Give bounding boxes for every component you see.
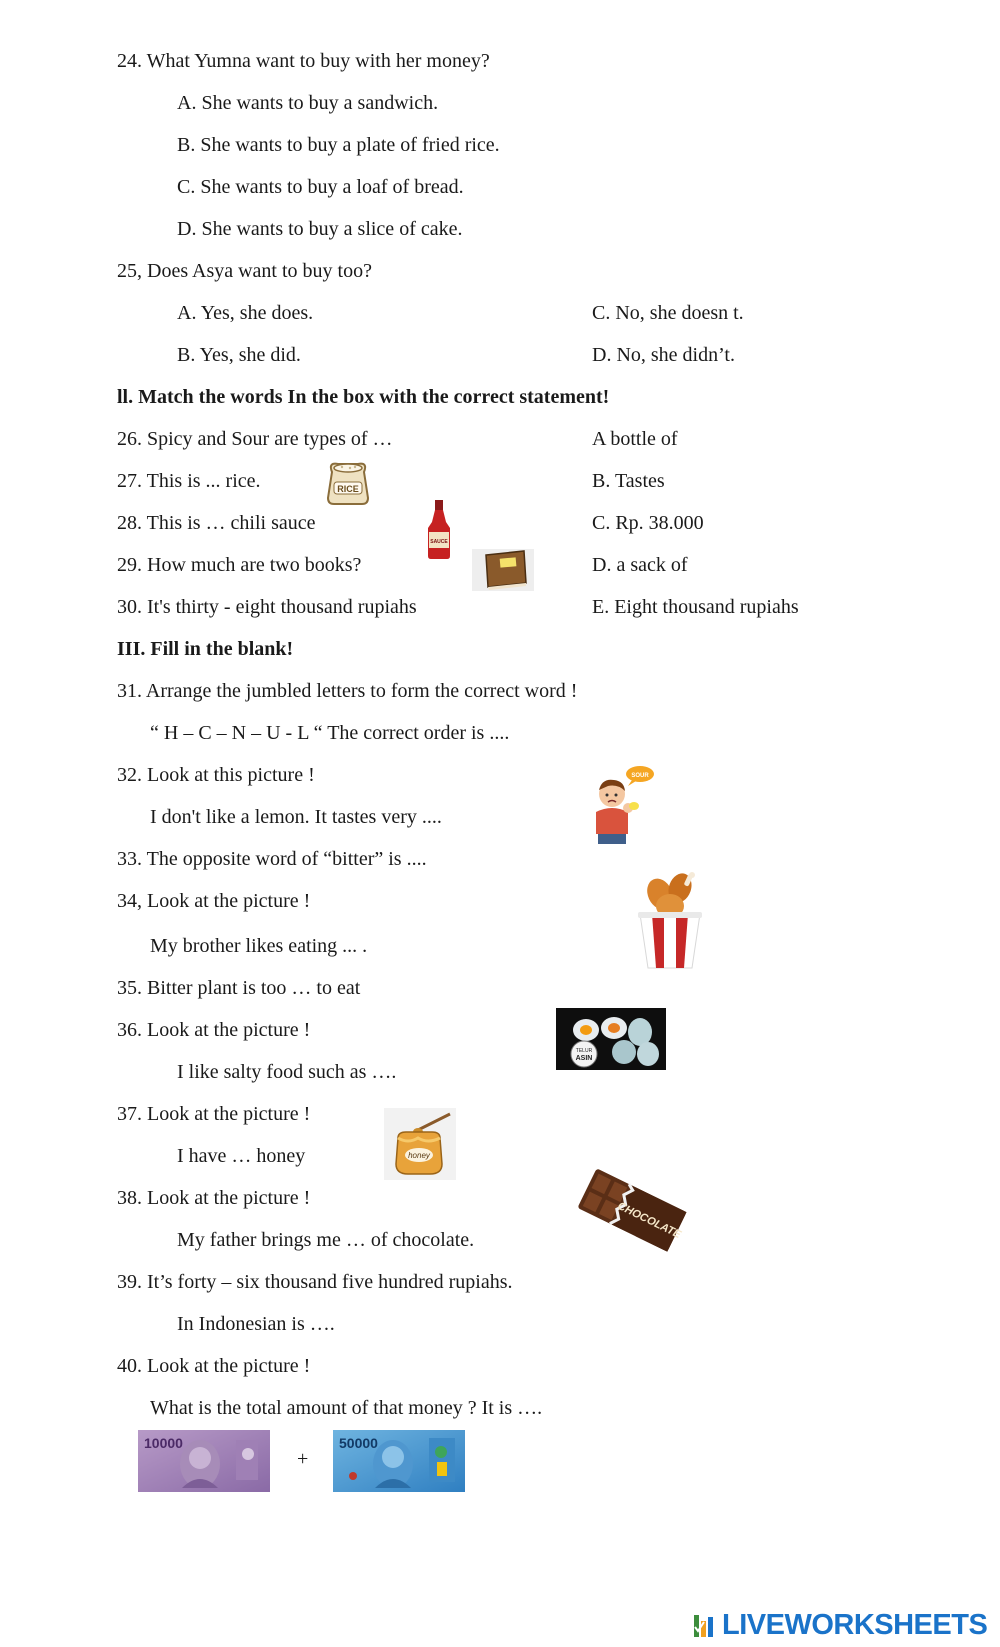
banknote-10000-value: 10000	[144, 1435, 183, 1451]
q25-option-c: C. No, she doesn t.	[592, 302, 744, 324]
banknote-50000-icon	[333, 1430, 465, 1492]
q24-option-b: B. She wants to buy a plate of fried rice.	[177, 134, 500, 156]
match-item-27: 27. This is ... rice.	[117, 470, 261, 492]
q36-sentence: I like salty food such as ….	[177, 1061, 397, 1083]
q24-option-a: A. She wants to buy a sandwich.	[177, 92, 439, 114]
fried-chicken-bucket-icon	[634, 872, 706, 970]
q25-question: 25, Does Asya want to buy too?	[117, 260, 372, 282]
liveworksheets-logo-icon	[694, 1613, 718, 1639]
honey-jar-icon	[384, 1108, 456, 1180]
q32-sentence: I don't like a lemon. It tastes very ....	[150, 806, 442, 828]
salted-eggs-icon	[556, 1008, 666, 1070]
q25-option-b: B. Yes, she did.	[177, 344, 301, 366]
q36-question: 36. Look at the picture !	[117, 1019, 311, 1041]
speech-bubble-label: SOUR	[631, 773, 649, 779]
rice-sack-icon	[322, 458, 374, 506]
plus-sign: +	[297, 1448, 309, 1470]
match-item-30: 30. It's thirty - eight thousand rupiahs	[117, 596, 417, 618]
book-icon	[472, 549, 534, 591]
q24-option-d: D. She wants to buy a slice of cake.	[177, 218, 463, 240]
match-option-b: B. Tastes	[592, 470, 665, 492]
chili-sauce-label: SAUCE	[430, 539, 448, 545]
match-option-d: D. a sack of	[592, 554, 688, 576]
q34-sentence: My brother likes eating ... .	[150, 935, 368, 957]
q35-question: 35. Bitter plant is too … to eat	[117, 977, 361, 999]
q25-option-d: D. No, she didn’t.	[592, 344, 735, 366]
section3-heading: III. Fill in the blank!	[117, 638, 294, 660]
match-option-c: C. Rp. 38.000	[592, 512, 704, 534]
q31-question: 31. Arrange the jumbled letters to form the correct word !	[117, 680, 578, 702]
salted-eggs-label-1: TELUR	[575, 1048, 593, 1054]
q37-question: 37. Look at the picture !	[117, 1103, 311, 1125]
match-item-28: 28. This is … chili sauce	[117, 512, 316, 534]
q34-question: 34, Look at the picture !	[117, 890, 311, 912]
q39-sentence: In Indonesian is ….	[177, 1313, 335, 1335]
liveworksheets-logo-text[interactable]: LIVEWORKSHEETS	[722, 1609, 988, 1641]
q40-sentence: What is the total amount of that money ? It is ….	[150, 1397, 543, 1419]
chocolate-bar-label: CHOCOLATE	[615, 1200, 683, 1242]
section2-heading: ll. Match the words In the box with the correct statement!	[117, 386, 610, 408]
honey-jar-label: honey	[408, 1151, 430, 1160]
q25-option-a: A. Yes, she does.	[177, 302, 314, 324]
q40-question: 40. Look at the picture !	[117, 1355, 311, 1377]
chili-sauce-bottle-icon	[424, 498, 454, 560]
match-item-29: 29. How much are two books?	[117, 554, 362, 576]
match-item-26: 26. Spicy and Sour are types of …	[117, 428, 393, 450]
q24-option-c: C. She wants to buy a loaf of bread.	[177, 176, 464, 198]
q24-question: 24. What Yumna want to buy with her money?	[117, 50, 490, 72]
q33-question: 33. The opposite word of “bitter” is ....	[117, 848, 427, 870]
match-option-a: A bottle of	[592, 428, 678, 450]
banknote-10000-icon	[138, 1430, 270, 1492]
salted-eggs-label-2: ASIN	[575, 1055, 593, 1062]
q37-sentence: I have … honey	[177, 1145, 306, 1167]
q31-jumbled-letters: “ H – C – N – U - L “ The correct order is ....	[150, 722, 510, 744]
match-option-e: E. Eight thousand rupiahs	[592, 596, 799, 618]
boy-eating-lemon-icon	[588, 764, 656, 846]
q38-question: 38. Look at the picture !	[117, 1187, 311, 1209]
q39-question: 39. It’s forty – six thousand five hundred rupiahs.	[117, 1271, 513, 1293]
q32-question: 32. Look at this picture !	[117, 764, 315, 786]
rice-sack-label: RICE	[337, 484, 359, 494]
banknote-50000-value: 50000	[339, 1435, 378, 1451]
chocolate-bar-icon	[576, 1162, 688, 1258]
q38-sentence: My father brings me … of chocolate.	[177, 1229, 475, 1251]
